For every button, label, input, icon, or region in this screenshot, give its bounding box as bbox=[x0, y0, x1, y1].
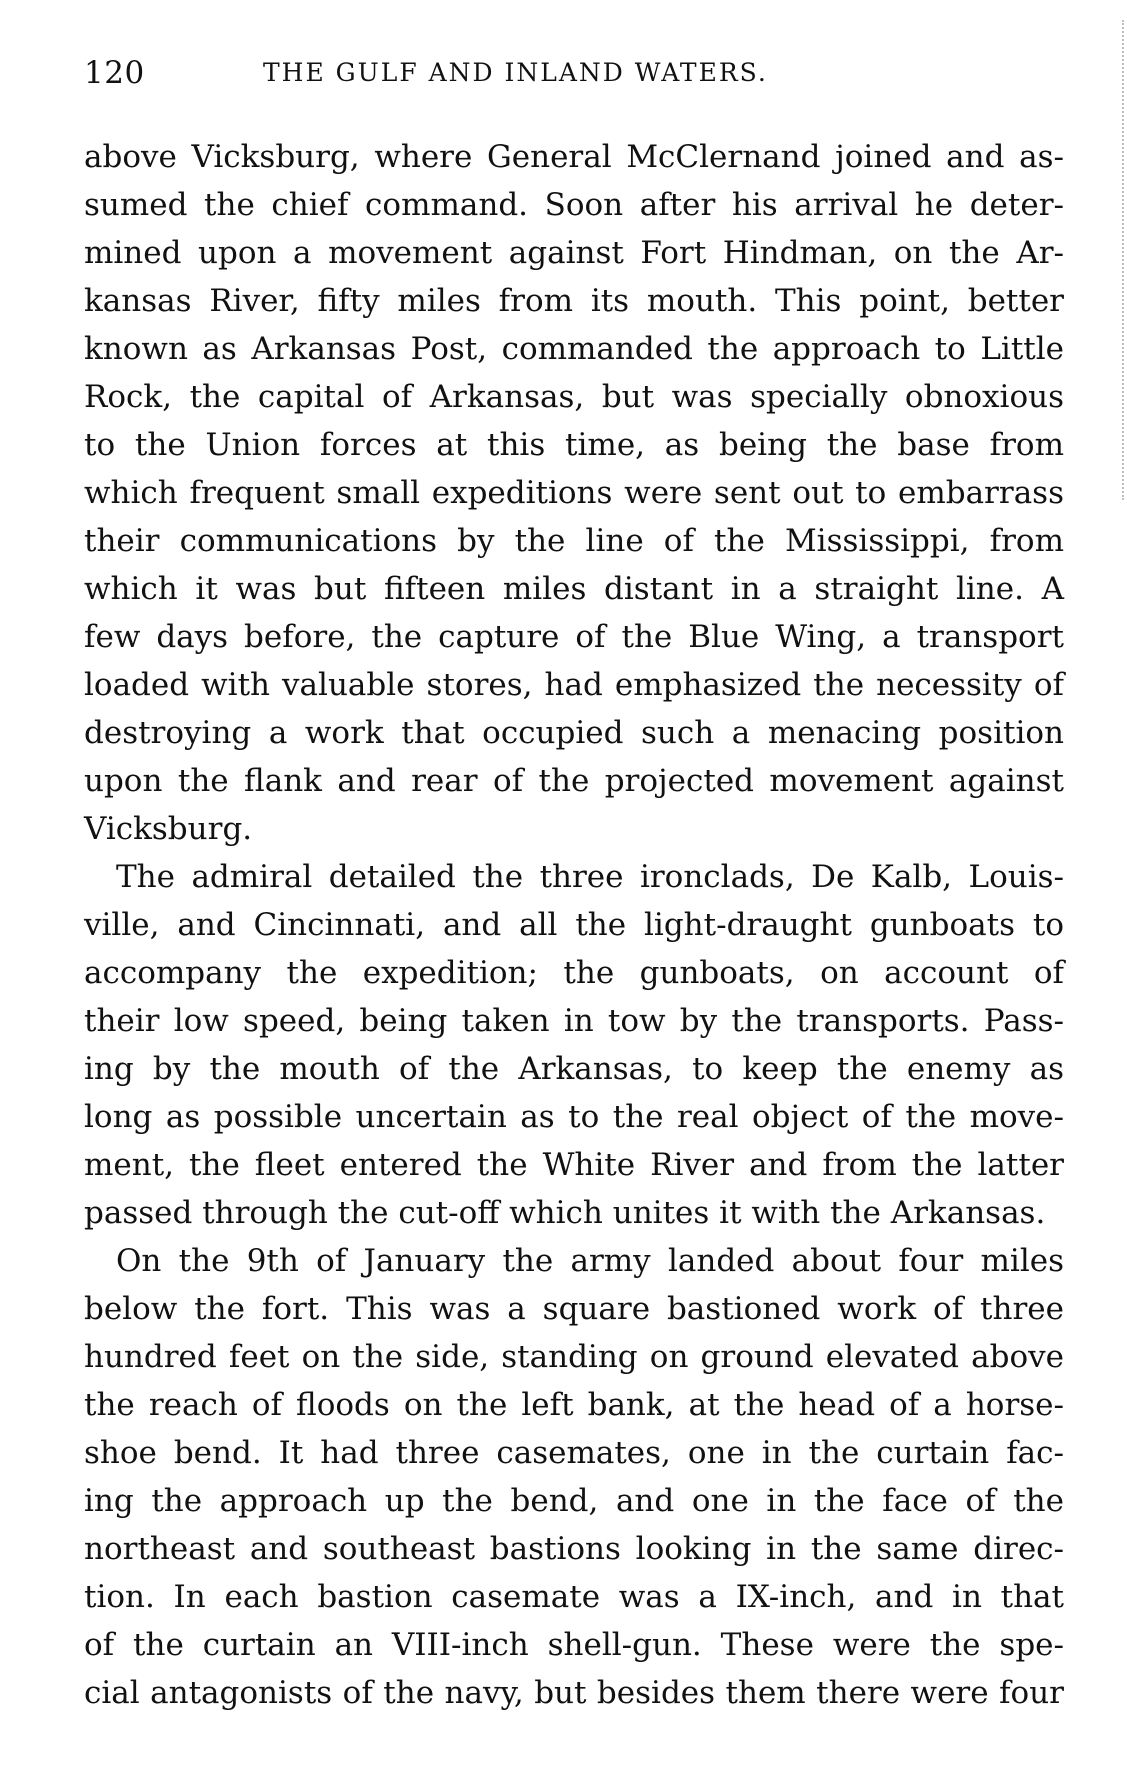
text-line: ment, the fleet entered the White River and from the latter bbox=[84, 1147, 1064, 1183]
text-line: Rock, the capital of Arkansas, but was specially obnoxious bbox=[84, 379, 1064, 415]
text-line: sumed the chief command. Soon after his arrival he deter- bbox=[84, 187, 1064, 223]
text-line: which frequent small expeditions were sent out to embarrass bbox=[84, 475, 1064, 511]
text-line: few days before, the capture of the Blue Wing, a transport bbox=[84, 619, 1064, 655]
body-text bbox=[84, 133, 1064, 1717]
text-line: their communications by the line of the Mississippi, from bbox=[84, 523, 1064, 559]
text-line: above Vicksburg, where General McClernand joined and as- bbox=[84, 139, 1064, 175]
text-line: shoe bend. It had three casemates, one in the curtain fac- bbox=[84, 1435, 1064, 1471]
text-line-paragraph-start: The admiral detailed the three ironclads, De Kalb, Louis- bbox=[116, 859, 1064, 895]
text-line: loaded with valuable stores, had emphasized the necessity of bbox=[84, 667, 1064, 703]
text-line-paragraph-end: passed through the cut-off which unites it with the Arkansas. bbox=[84, 1195, 1046, 1231]
text-line: upon the flank and rear of the projected movement against bbox=[84, 763, 1064, 799]
text-line-paragraph-start: On the 9th of January the army landed about four miles bbox=[116, 1243, 1064, 1279]
text-line: kansas River, fifty miles from its mouth. This point, better bbox=[84, 283, 1064, 319]
text-line: to the Union forces at this time, as being the base from bbox=[84, 427, 1064, 463]
page-header bbox=[84, 48, 1064, 98]
text-line: long as possible uncertain as to the real object of the move- bbox=[84, 1099, 1064, 1135]
page-edge-marks bbox=[1118, 20, 1124, 500]
text-line-paragraph-end: Vicksburg. bbox=[84, 811, 253, 847]
text-line: mined upon a movement against Fort Hindman, on the Ar- bbox=[84, 235, 1064, 271]
text-line: of the curtain an VIII-inch shell-gun. These were the spe- bbox=[84, 1627, 1064, 1663]
text-line: accompany the expedition; the gunboats, on account of bbox=[84, 955, 1064, 991]
text-line: which it was but fifteen miles distant in a straight line. A bbox=[84, 571, 1064, 607]
text-line: cial antagonists of the navy, but besides them there were four bbox=[84, 1675, 1064, 1711]
text-line: tion. In each bastion casemate was a IX-inch, and in that bbox=[84, 1579, 1064, 1615]
text-line: their low speed, being taken in tow by the transports. Pass- bbox=[84, 1003, 1064, 1039]
text-line: ville, and Cincinnati, and all the light-draught gunboats to bbox=[84, 907, 1064, 943]
text-line: ing the approach up the bend, and one in the face of the bbox=[84, 1483, 1064, 1519]
page-number: 120 bbox=[84, 55, 145, 91]
text-line: northeast and southeast bastions looking in the same direc- bbox=[84, 1531, 1064, 1567]
text-line: destroying a work that occupied such a menacing position bbox=[84, 715, 1064, 751]
text-line: ing by the mouth of the Arkansas, to keep the enemy as bbox=[84, 1051, 1064, 1087]
text-line: below the fort. This was a square bastioned work of three bbox=[84, 1291, 1064, 1327]
text-line: hundred feet on the side, standing on ground elevated above bbox=[84, 1339, 1064, 1375]
text-line: known as Arkansas Post, commanded the approach to Little bbox=[84, 331, 1064, 367]
text-line: the reach of floods on the left bank, at the head of a horse- bbox=[84, 1387, 1064, 1423]
running-title: THE GULF AND INLAND WATERS. bbox=[263, 58, 768, 87]
